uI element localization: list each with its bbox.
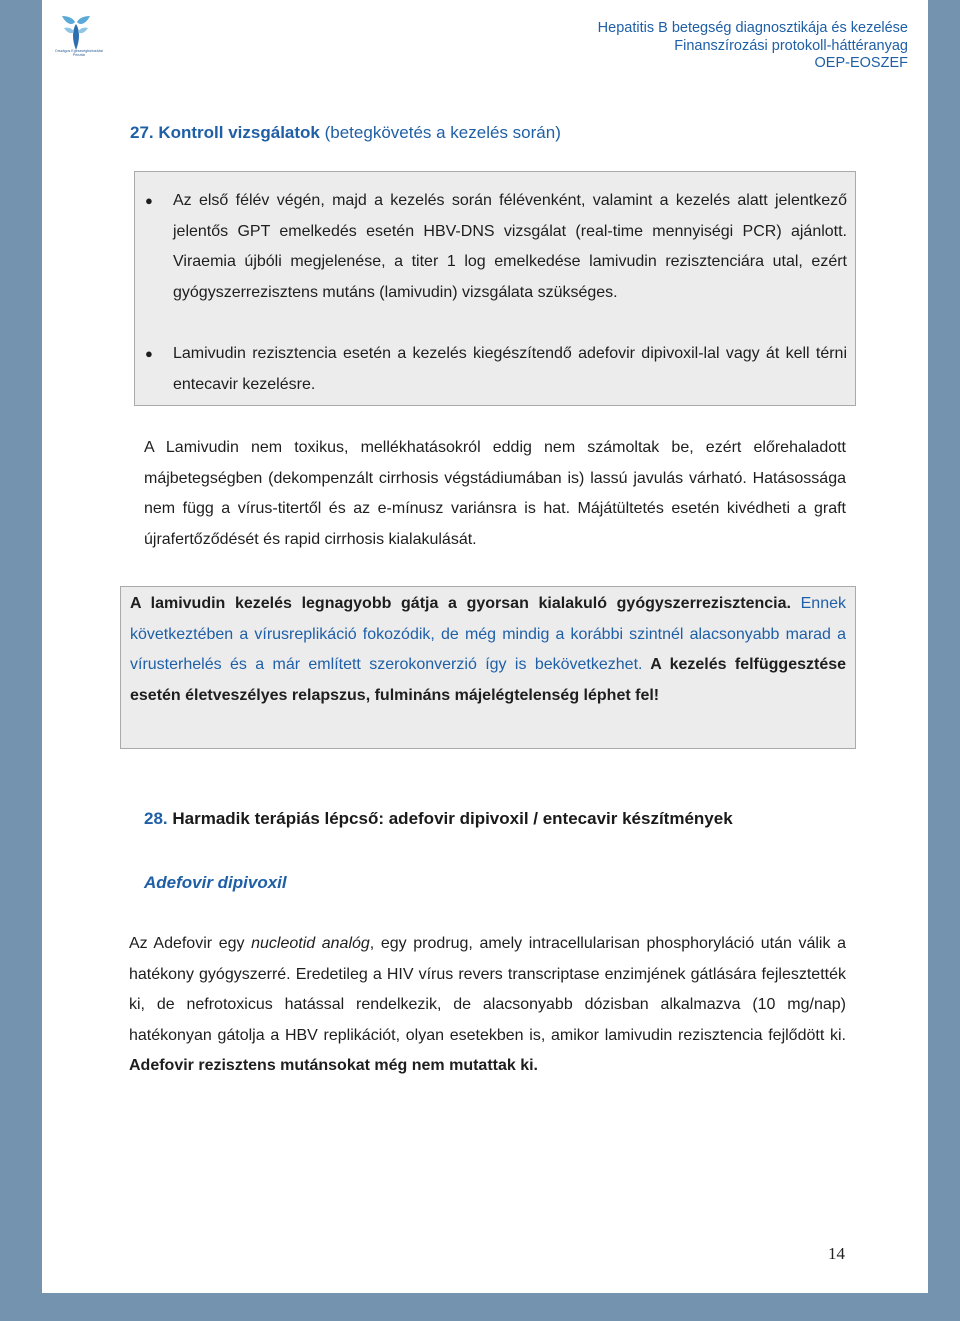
adefovir-text-part2: , egy prodrug, amely intracellularisan phosphoryláció után válik a hatékony gyógyszerré. Eredetileg a HIV vírus revers transcriptase enzimjének gátlására fejlesztették ki, de nefrotoxicus hatással rendelkezik, de alacsonyabb dózisban alkalmazva (10 mg/nap) hatékonyan gátolja a HBV replikációt, olyan esetekben is, amikor lamivudin rezisztencia fejlődött ki. [129, 935, 846, 1044]
section-27-title: 27. Kontroll vizsgálatok [130, 123, 320, 142]
logo-text: Országos Egészségbiztosítási Pénztár [54, 49, 104, 58]
page-header [598, 20, 908, 73]
adefovir-italic-term: nucleotid analóg [251, 935, 370, 952]
page-number: 14 [828, 1244, 845, 1263]
header-org: OEP-EOSZEF [814, 55, 908, 71]
paragraph-adefovir [129, 929, 846, 1082]
bullet-icon: ● [145, 346, 153, 361]
section-28-number: 28. [144, 809, 168, 828]
section-28-title: Harmadik terápiás lépcső: adefovir dipivoxil / entecavir készítmények [167, 809, 733, 828]
resistance-warning: A kezelés felfüggesztése esetén életveszélyes relapszus, fulmináns májelégtelenség léphet fel! [130, 656, 847, 704]
section-27-heading [130, 123, 561, 143]
list-item [145, 339, 847, 400]
paragraph-lamivudin: A Lamivudin nem toxikus, mellékhatásokról eddig nem számoltak be, ezért előrehaladott májbetegségben (dekompenzált cirrhosis végstádiumában is) lassú javulás várható. Hatásossága nem függ a vírus-titertől és az e-mínusz variánsra is hat. Májátültetés esetén kivédheti a graft újrafertőződését és rapid cirrhosis kialakulását. [144, 439, 846, 548]
header-title: Hepatitis B betegség diagnosztikája és kezelése [597, 20, 908, 36]
section-28-heading [144, 809, 733, 829]
highlight-box-resistance [120, 586, 856, 749]
subheading-adefovir: Adefovir dipivoxil [144, 873, 287, 892]
document-page [42, 0, 928, 1293]
resistance-normal-text: Ennek következtében a vírusreplikáció fokozódik, de még mindig a korábbi szintnél alacsonyabb marad a vírusterhelés és a már említett szerokonverzió így is bekövetkezhet. [130, 595, 847, 673]
bullet-text: Lamivudin rezisztencia esetén a kezelés kiegészítendő adefovir dipivoxil-lal vagy át kell térni entecavir kezelésre. [173, 345, 847, 393]
bullet-text: Az első félév végén, majd a kezelés során félévenként, valamint a kezelés alatt jelentkező jelentős GPT emelkedés esetén HBV-DNS vizsgálat (real-time mennyiségi PCR) ajánlott. Viraemia újbóli megjelenése, a titer 1 log emelkedése lamivudin rezisztenciára utal, ezért gyógyszerrezisztens mutáns (lamivudin) vizsgálata szükséges. [173, 192, 847, 301]
section-27-subtitle: (betegkövetés a kezelés során) [319, 123, 561, 142]
list-item [145, 186, 847, 308]
highlight-box-monitoring [134, 171, 856, 406]
bullet-icon: ● [145, 193, 153, 208]
header-subtitle: Finanszírozási protokoll-háttéranyag [674, 37, 908, 54]
adefovir-text-part1: Az Adefovir egy [129, 935, 252, 952]
resistance-bold-statement: A lamivudin kezelés legnagyobb gátja a gyorsan kialakuló gyógyszerrezisztencia. [130, 595, 791, 612]
adefovir-bold-conclusion: Adefovir rezisztens mutánsokat még nem mutattak ki. [129, 1057, 538, 1074]
resistance-text [130, 589, 846, 711]
